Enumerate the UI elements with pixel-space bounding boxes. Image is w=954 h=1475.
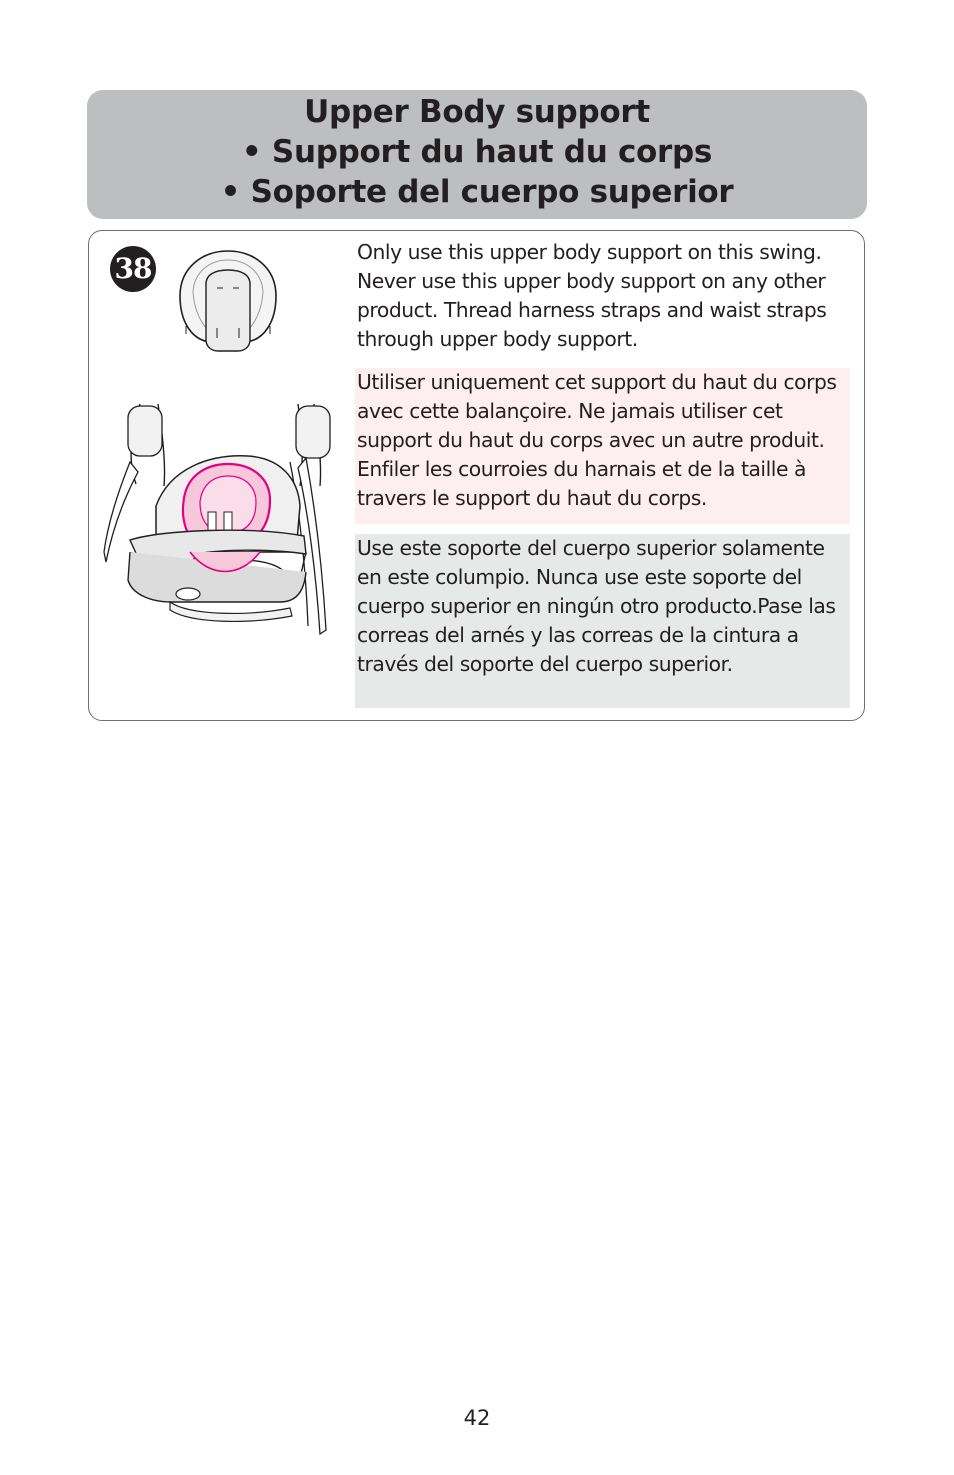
step-number-badge: 38: [110, 246, 156, 292]
title-english: Upper Body support: [304, 94, 650, 130]
title-spanish: • Soporte del cuerpo superior: [220, 174, 734, 210]
instruction-french: Utiliser uniquement cet support du haut du corps avec cette balançoire. Ne jamais utiliser cet support du haut du corps avec un autre produit. Enfiler les courroies du harnais et de la taille à travers le support du haut du corps.: [355, 368, 850, 524]
instruction-english: Only use this upper body support on this swing. Never use this upper body support on any other product. Thread harness straps and waist straps through upper body support.: [357, 240, 827, 351]
section-title-banner: [87, 90, 867, 219]
title-french: • Support du haut du corps: [241, 134, 713, 170]
upper-body-support-illustration: [176, 248, 280, 354]
swing-seat-illustration: [100, 402, 344, 638]
instruction-spanish: Use este soporte del cuerpo superior solamente en este columpio. Nunca use este soporte del cuerpo superior en ningún otro producto.Pase las correas del arnés y las correas de la cintura a través del soporte del cuerpo superior.: [355, 534, 850, 708]
page-number: 42: [463, 1406, 491, 1430]
